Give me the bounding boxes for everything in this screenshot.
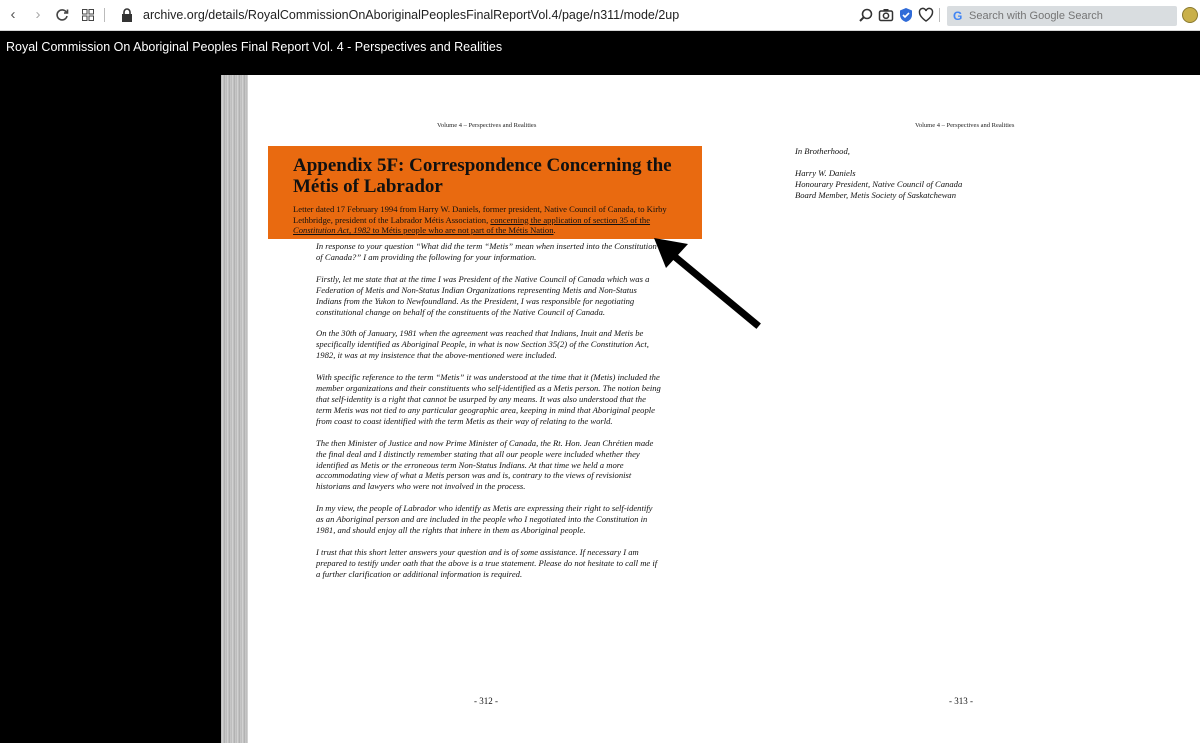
letter-body (316, 241, 661, 591)
annotation-arrow-icon (648, 236, 762, 330)
toolbar-divider (104, 8, 105, 22)
appendix-heading: Appendix 5F: Correspondence Concerning the Métis of Labrador (293, 155, 672, 197)
toolbar-divider (939, 8, 940, 22)
left-page[interactable] (248, 75, 736, 743)
right-page[interactable] (736, 75, 1200, 743)
letter-paragraph: In response to your question “What did the term “Metis” mean when inserted into the Constitution of Canada?” I am providing the following for your information. (316, 241, 657, 262)
forward-icon[interactable]: › (35, 6, 41, 23)
shield-icon[interactable] (898, 7, 914, 23)
avatar[interactable] (1182, 7, 1198, 23)
signature-name: Harry W. Daniels (795, 167, 856, 178)
book-title: Royal Commission On Aboriginal Peoples Final Report Vol. 4 - Perspectives and Realities (6, 40, 503, 54)
back-icon[interactable]: ‹ (10, 6, 16, 23)
intro-underlined-2: to Métis people who are not part of the Métis Nation (370, 225, 554, 235)
letter-paragraph: I trust that this short letter answers your question and is of some assistance. If necessary I am prepared to testify under oath that the above is a true statement. Please do not hesitate to call me if a further clarification or additional information is required. (316, 546, 658, 579)
signature-title: Board Member, Metis Society of Saskatchewan (795, 189, 957, 200)
browser-toolbar (0, 0, 1200, 31)
heart-icon[interactable] (918, 7, 934, 23)
running-head: Volume 4 – Perspectives and Realities (915, 122, 1015, 129)
page-edge-stack (221, 75, 248, 743)
letter-paragraph: On the 30th of January, 1981 when the agreement was reached that Indians, Inuit and Metis be specifically identified as Aboriginal People, in what is now Section 35(2) of the Constitution Act, 1982, it was at my insistence that the above-mentioned were included. (316, 328, 649, 361)
zoom-icon[interactable] (858, 7, 874, 23)
lock-icon[interactable] (120, 7, 134, 23)
signature-title: Honourary President, Native Council of Canada (795, 178, 963, 189)
page-number: - 312 - (474, 696, 498, 706)
search-input[interactable] (969, 8, 1169, 24)
letter-closing (795, 146, 1095, 201)
intro-text: Letter dated 17 February 1994 from Harry W. Daniels, former president, Native Council of Canada, to Kirby Lethbridge, president of the Labrador Métis Association, (293, 204, 667, 225)
page-number: - 313 - (949, 696, 973, 706)
search-box[interactable] (947, 6, 1177, 26)
letter-paragraph: With specific reference to the term “Metis” it was understood at the time that it (Metis) included the member organizations and their constituents who self-identified as a Metis person. The notion being that self-identity is a right that cannot be usurped by any means. It was also understood that the term Metis was not tied to any particular geographic area, keeping in mind that Aboriginal people from coast to coast identified with the term Metis as their way of relating to the world. (316, 372, 661, 426)
address-bar-url[interactable]: archive.org/details/RoyalCommissionOnAboriginalPeoplesFinalReportVol.4/page/n311/mode/2up (143, 8, 680, 22)
google-g-icon: G (953, 9, 963, 23)
intro-paragraph (293, 204, 688, 236)
letter-paragraph: In my view, the people of Labrador who identify as Metis are expressing their right to self-identify as an Aboriginal person and are included in the people who I negotiated into the Constitution in 1981, and should enjoy all the rights that inhere in them as Aboriginal people. (316, 503, 653, 536)
intro-underlined-1: concerning the application of section 35 of the (490, 214, 651, 225)
book-spread[interactable] (221, 75, 1200, 743)
camera-icon[interactable] (878, 7, 894, 23)
intro-end: . (553, 225, 556, 235)
closing-salutation: In Brotherhood, (795, 146, 850, 156)
running-head: Volume 4 – Perspectives and Realities (437, 122, 537, 129)
reload-icon[interactable] (53, 6, 71, 24)
letter-paragraph: Firstly, let me state that at the time I was President of the Native Council of Canada which was a Federation of Metis and Non-Status Indian Organizations representing Metis and Non-Status Indians from the Yukon to Newfoundland. As the President, I was responsible for negotiating constitutional change on behalf of the constituents of the Native Council of Canada. (316, 273, 650, 317)
letter-paragraph: The then Minister of Justice and now Prime Minister of Canada, the Rt. Hon. Jean Chrétien made the final deal and I distinctly remember stating that all our people were included whether they identified as Metis or the erroneous term Non-Status Indians. At that time we held a more accommodating view of what a Metis person was and is, contrary to the views of revisionist historians and lawyers who were not involved in the process. (316, 437, 654, 492)
apps-icon[interactable] (79, 6, 97, 24)
viewer-title-bar (0, 31, 1200, 75)
act-title: Constitution Act, 1982 (293, 225, 371, 235)
